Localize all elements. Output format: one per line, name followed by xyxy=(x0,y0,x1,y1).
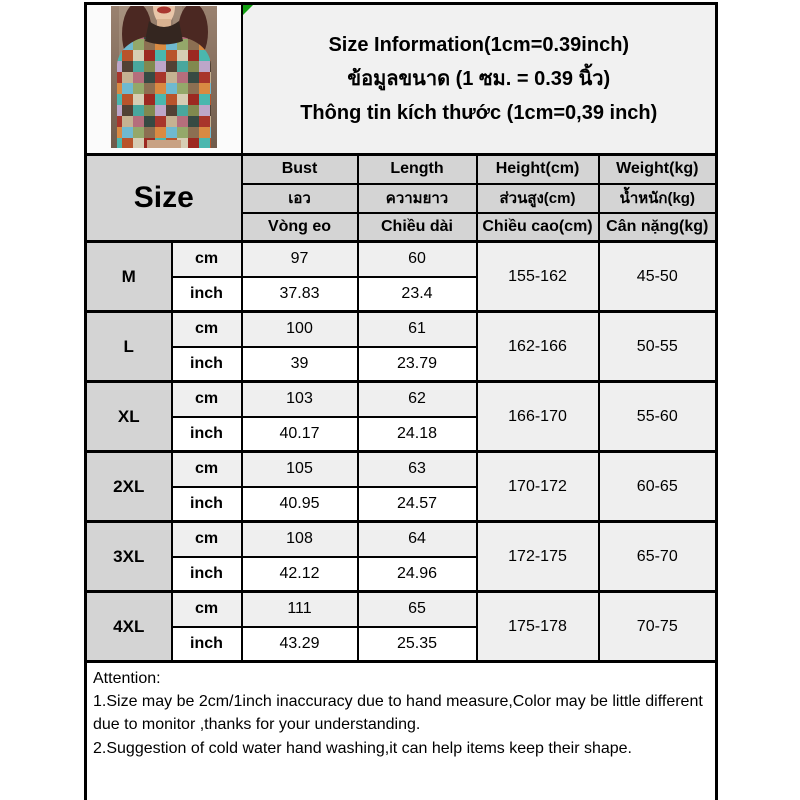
green-corner-marker xyxy=(243,5,253,15)
length-cm-3xl: 64 xyxy=(358,522,477,557)
attention-heading: Attention: xyxy=(93,670,161,687)
product-photo-cell xyxy=(86,4,242,155)
length-inch-l: 23.79 xyxy=(358,347,477,382)
header-bust-en: Bust xyxy=(242,155,358,184)
header-weight-en: Weight(kg) xyxy=(599,155,717,184)
title-row xyxy=(86,4,717,155)
header-bust-th: เอว xyxy=(242,184,358,213)
size-label-2xl: 2XL xyxy=(86,452,172,522)
size-label-4xl: 4XL xyxy=(86,592,172,662)
bust-cm-4xl: 111 xyxy=(242,592,358,627)
length-inch-3xl: 24.96 xyxy=(358,557,477,592)
height-4xl: 175-178 xyxy=(477,592,599,662)
weight-4xl: 70-75 xyxy=(599,592,717,662)
bust-cm-2xl: 105 xyxy=(242,452,358,487)
length-cm-m: 60 xyxy=(358,242,477,277)
unit-inch: inch xyxy=(172,277,242,312)
title-vi: Thông tin kích thước (1cm=0,39 inch) xyxy=(300,102,658,124)
length-cm-4xl: 65 xyxy=(358,592,477,627)
size-label-m: M xyxy=(86,242,172,312)
attention-row xyxy=(86,662,717,800)
length-inch-xl: 24.18 xyxy=(358,417,477,452)
bust-inch-l: 39 xyxy=(242,347,358,382)
unit-cm: cm xyxy=(172,242,242,277)
header-weight-th: น้ำหนัก(kg) xyxy=(599,184,717,213)
height-xl: 166-170 xyxy=(477,382,599,452)
bust-cm-3xl: 108 xyxy=(242,522,358,557)
unit-cm: cm xyxy=(172,522,242,557)
unit-cm: cm xyxy=(172,312,242,347)
unit-inch: inch xyxy=(172,487,242,522)
unit-inch: inch xyxy=(172,347,242,382)
weight-3xl: 65-70 xyxy=(599,522,717,592)
table-row-2xl-cm xyxy=(86,452,717,487)
attention-note-2: 2.Suggestion of cold water hand washing,it can help items keep their shape. xyxy=(93,739,632,757)
unit-inch: inch xyxy=(172,417,242,452)
unit-inch: inch xyxy=(172,557,242,592)
table-row-3xl-cm xyxy=(86,522,717,557)
header-height-vi: Chiều cao(cm) xyxy=(477,213,599,242)
weight-xl: 55-60 xyxy=(599,382,717,452)
table-row-xl-cm xyxy=(86,382,717,417)
header-bust-vi: Vòng eo xyxy=(242,213,358,242)
size-label-l: L xyxy=(86,312,172,382)
bust-cm-l: 100 xyxy=(242,312,358,347)
bust-inch-m: 37.83 xyxy=(242,277,358,312)
unit-cm: cm xyxy=(172,382,242,417)
header-height-th: ส่วนสูง(cm) xyxy=(477,184,599,213)
attention-cell xyxy=(86,662,717,800)
header-height-en: Height(cm) xyxy=(477,155,599,184)
length-inch-4xl: 25.35 xyxy=(358,627,477,662)
height-2xl: 170-172 xyxy=(477,452,599,522)
header-length-en: Length xyxy=(358,155,477,184)
height-l: 162-166 xyxy=(477,312,599,382)
bust-cm-xl: 103 xyxy=(242,382,358,417)
title-en: Size Information(1cm=0.39inch) xyxy=(328,34,630,56)
height-3xl: 172-175 xyxy=(477,522,599,592)
bust-inch-2xl: 40.95 xyxy=(242,487,358,522)
unit-cm: cm xyxy=(172,592,242,627)
length-cm-2xl: 63 xyxy=(358,452,477,487)
weight-l: 50-55 xyxy=(599,312,717,382)
table-row-m-cm xyxy=(86,242,717,277)
header-weight-vi: Cân nặng(kg) xyxy=(599,213,717,242)
bust-cm-m: 97 xyxy=(242,242,358,277)
bust-inch-3xl: 42.12 xyxy=(242,557,358,592)
height-m: 155-162 xyxy=(477,242,599,312)
header-size: Size xyxy=(86,155,242,242)
size-chart-table xyxy=(84,2,718,800)
title-th: ข้อมูลขนาด (1 ซม. = 0.39 นิ้ว) xyxy=(347,68,611,90)
header-length-vi: Chiều dài xyxy=(358,213,477,242)
size-label-xl: XL xyxy=(86,382,172,452)
length-cm-l: 61 xyxy=(358,312,477,347)
size-label-3xl: 3XL xyxy=(86,522,172,592)
table-row-4xl-cm xyxy=(86,592,717,627)
length-inch-m: 23.4 xyxy=(358,277,477,312)
unit-cm: cm xyxy=(172,452,242,487)
bust-inch-4xl: 43.29 xyxy=(242,627,358,662)
table-row-l-cm xyxy=(86,312,717,347)
weight-m: 45-50 xyxy=(599,242,717,312)
product-photo xyxy=(111,6,217,148)
unit-inch: inch xyxy=(172,627,242,662)
title-cell xyxy=(242,4,717,155)
header-length-th: ความยาว xyxy=(358,184,477,213)
length-inch-2xl: 24.57 xyxy=(358,487,477,522)
weight-2xl: 60-65 xyxy=(599,452,717,522)
attention-note-1: 1.Size may be 2cm/1inch inaccuracy due to hand measure,Color may be little different due to monitor ,thanks for your understanding. xyxy=(93,693,703,734)
length-cm-xl: 62 xyxy=(358,382,477,417)
bust-inch-xl: 40.17 xyxy=(242,417,358,452)
header-row-en xyxy=(86,155,717,184)
